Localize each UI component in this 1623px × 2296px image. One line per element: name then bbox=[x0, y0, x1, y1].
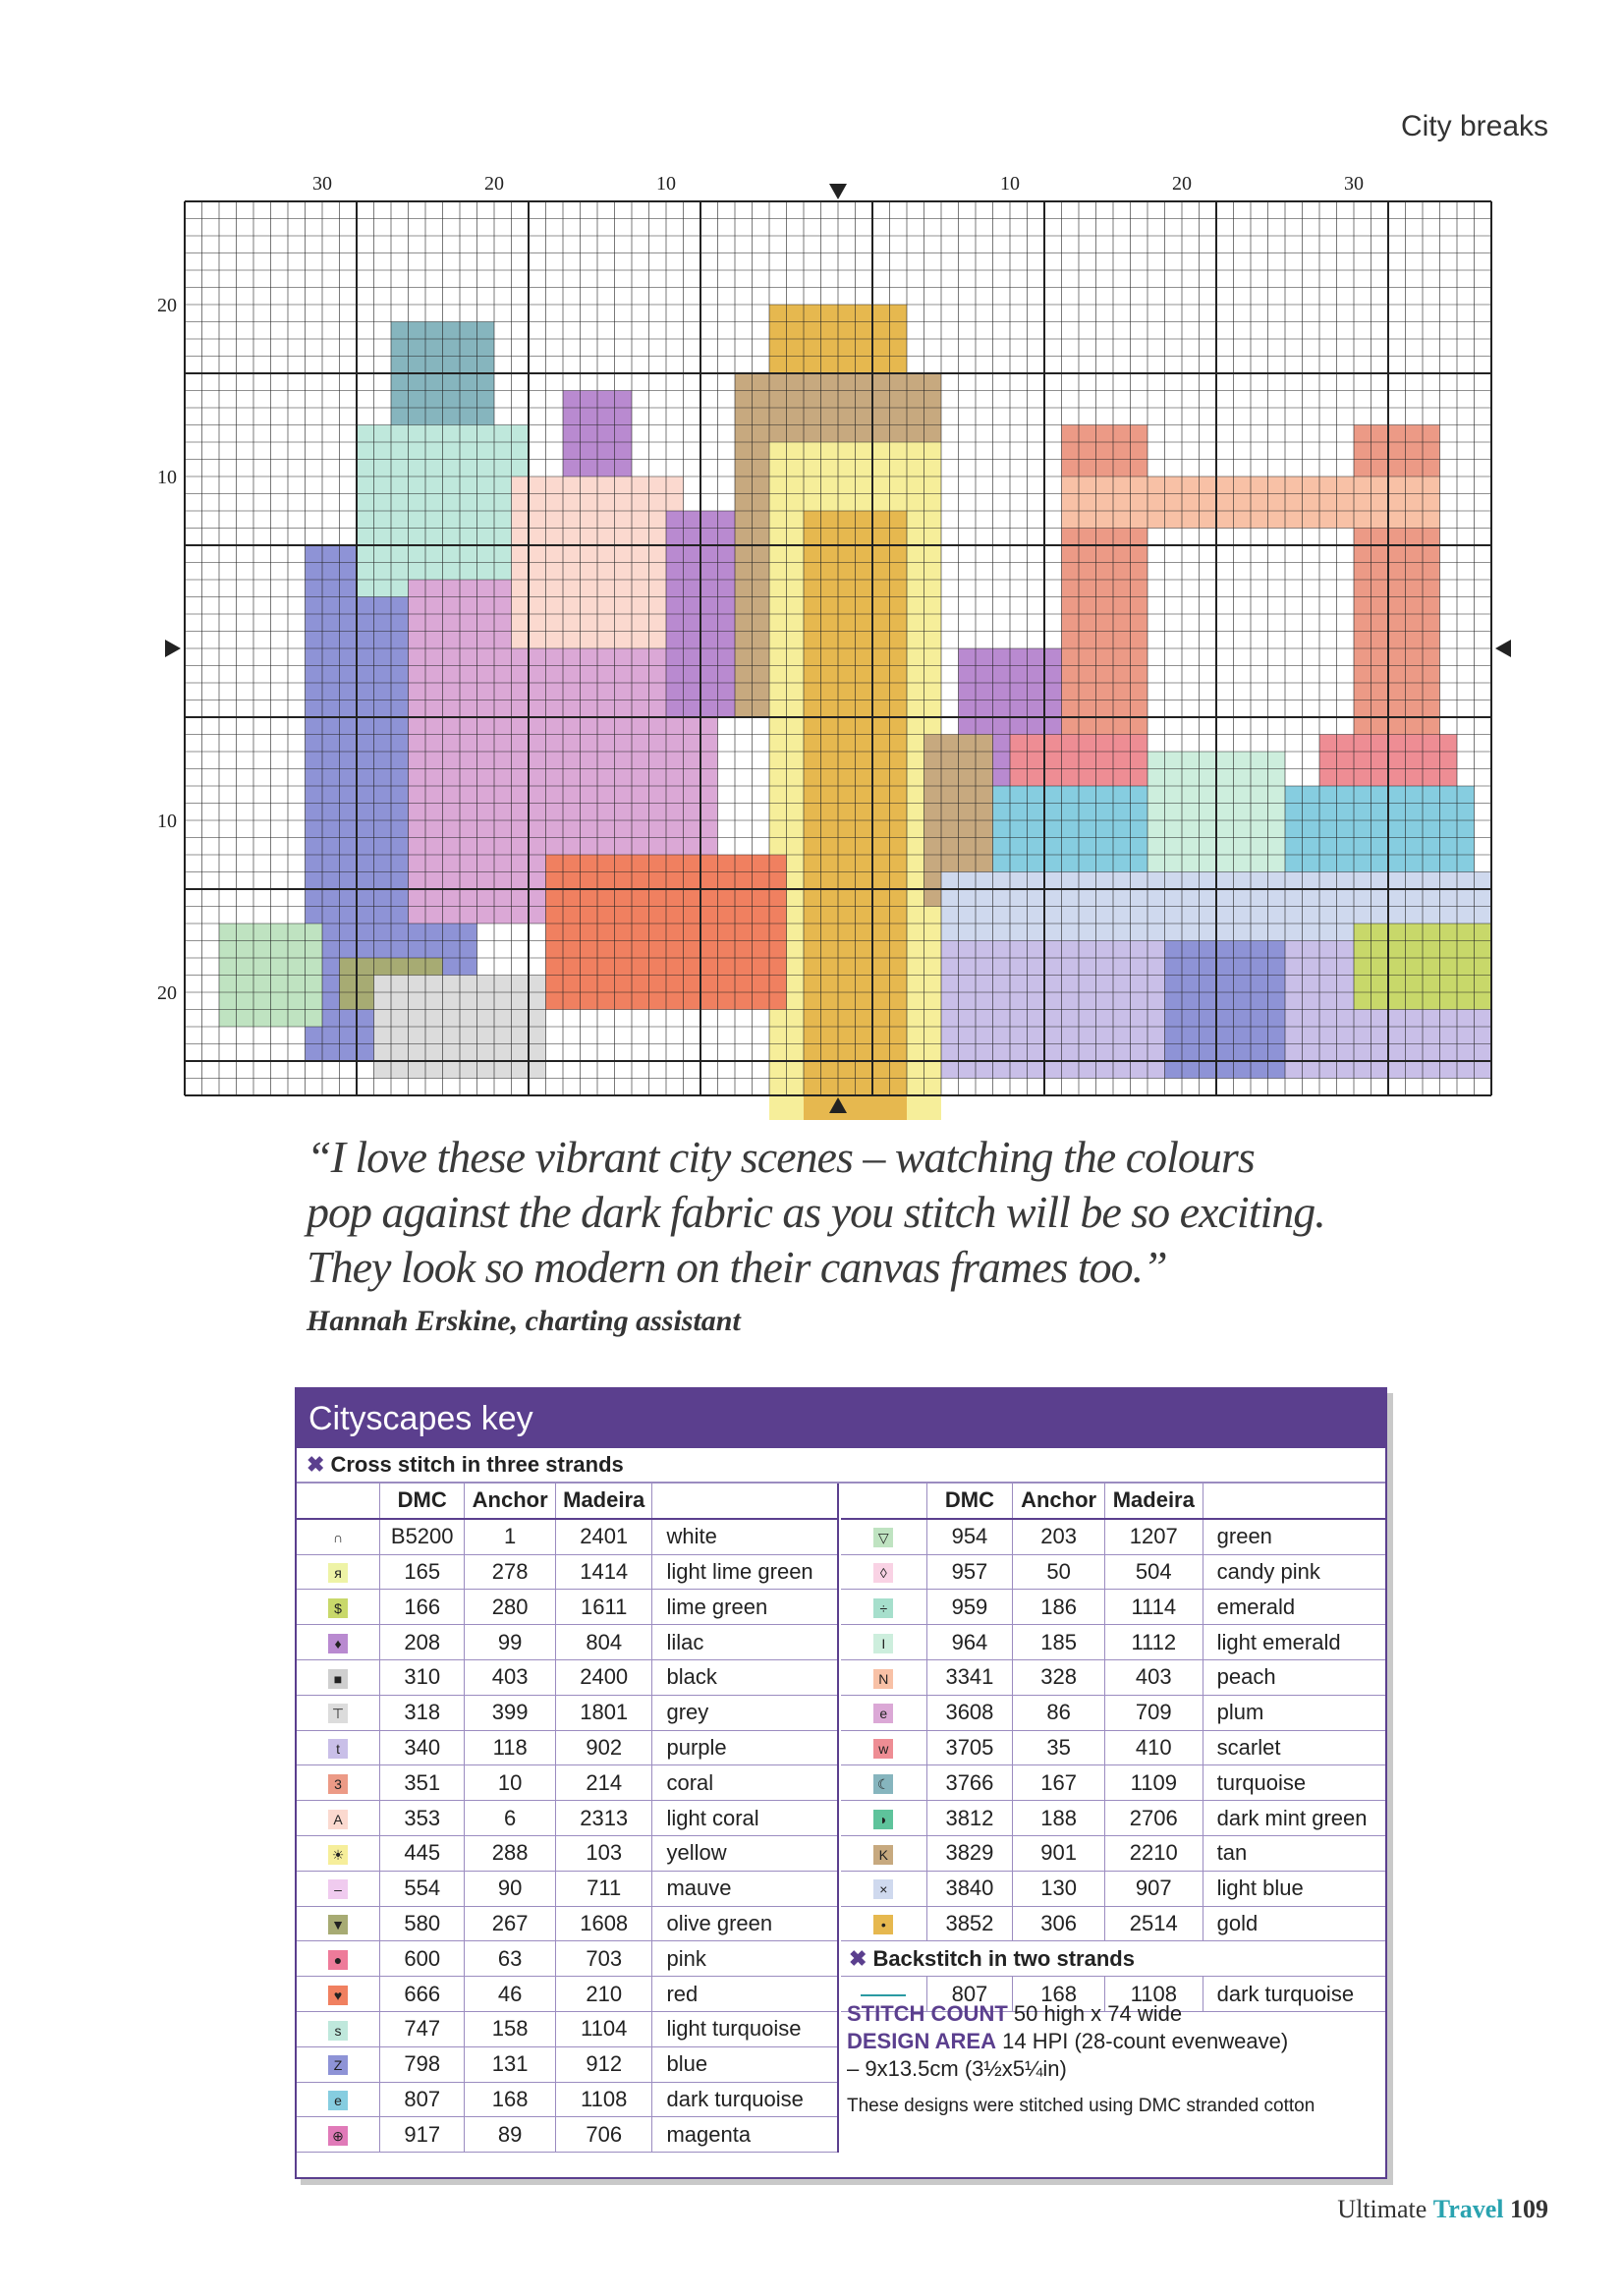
anchor-cell: 86 bbox=[1013, 1695, 1105, 1730]
design-info bbox=[847, 2000, 1377, 2120]
anchor-cell: 403 bbox=[465, 1659, 556, 1695]
color-swatch-icon: N bbox=[873, 1669, 893, 1689]
dmc-cell: 3705 bbox=[926, 1730, 1013, 1765]
madeira-cell: 2313 bbox=[555, 1801, 652, 1836]
madeira-cell: 1414 bbox=[555, 1554, 652, 1590]
symbol-cell bbox=[297, 2046, 380, 2082]
left-row bbox=[297, 1590, 838, 1625]
color-name-cell: pink bbox=[652, 1941, 838, 1977]
key-panel bbox=[295, 1387, 1387, 2179]
anchor-cell: 280 bbox=[465, 1590, 556, 1625]
madeira-cell: 907 bbox=[1104, 1871, 1203, 1906]
anchor-cell: 1 bbox=[465, 1519, 556, 1554]
thread-note: These designs were stitched using DMC stranded cotton bbox=[847, 2096, 1315, 2116]
top-tick-label: 30 bbox=[312, 173, 332, 195]
anchor-cell: 168 bbox=[465, 2082, 556, 2117]
anchor-cell: 89 bbox=[465, 2117, 556, 2153]
anchor-cell: 131 bbox=[465, 2046, 556, 2082]
symbol-cell bbox=[841, 1871, 926, 1906]
design-area-label: DESIGN AREA bbox=[847, 2029, 996, 2053]
color-name-cell: light blue bbox=[1203, 1871, 1385, 1906]
color-name-cell: coral bbox=[652, 1765, 838, 1801]
left-row bbox=[297, 2117, 838, 2153]
anchor-cell: 278 bbox=[465, 1554, 556, 1590]
dmc-cell: 3812 bbox=[926, 1801, 1013, 1836]
madeira-cell: 210 bbox=[555, 1977, 652, 2012]
left-row bbox=[297, 2046, 838, 2082]
backstitch-heading-cell bbox=[841, 1941, 1385, 1977]
left-row bbox=[297, 1625, 838, 1660]
top-tick-label: 10 bbox=[1000, 173, 1020, 195]
color-swatch-icon: K bbox=[873, 1845, 893, 1865]
right-row bbox=[841, 1730, 1385, 1765]
symbol-cell bbox=[841, 1554, 926, 1590]
dmc-cell: 964 bbox=[926, 1625, 1013, 1660]
color-swatch-icon: ▼ bbox=[328, 1915, 348, 1934]
left-row bbox=[297, 1554, 838, 1590]
symbol-cell bbox=[841, 1835, 926, 1871]
quote-line-2: pop against the dark fabric as you stitch will be so exciting. bbox=[307, 1187, 1325, 1237]
dmc-cell: 3829 bbox=[926, 1835, 1013, 1871]
section-heading: City breaks bbox=[1400, 110, 1548, 142]
cross-icon: ✖ bbox=[849, 1945, 867, 1971]
madeira-cell: 1104 bbox=[555, 2011, 652, 2046]
color-name-cell: magenta bbox=[652, 2117, 838, 2153]
left-row bbox=[297, 2082, 838, 2117]
color-name-cell: mauve bbox=[652, 1871, 838, 1906]
anchor-cell: 63 bbox=[465, 1941, 556, 1977]
dmc-cell: 807 bbox=[926, 1977, 1013, 2012]
color-name-cell: white bbox=[652, 1519, 838, 1554]
color-name-cell: candy pink bbox=[1203, 1554, 1385, 1590]
left-row bbox=[297, 1941, 838, 1977]
symbol-cell bbox=[297, 1801, 380, 1836]
color-name-cell: tan bbox=[1203, 1835, 1385, 1871]
symbol-cell bbox=[841, 1801, 926, 1836]
symbol-cell bbox=[297, 1625, 380, 1660]
color-name-cell: light lime green bbox=[652, 1554, 838, 1590]
name-header bbox=[1203, 1484, 1385, 1519]
madeira-cell: 1112 bbox=[1104, 1625, 1203, 1660]
left-row bbox=[297, 1695, 838, 1730]
dmc-cell: 917 bbox=[380, 2117, 465, 2153]
anchor-cell: 118 bbox=[465, 1730, 556, 1765]
dmc-cell: 600 bbox=[380, 1941, 465, 1977]
color-swatch-icon: e bbox=[328, 2091, 348, 2110]
madeira-cell: 2210 bbox=[1104, 1835, 1203, 1871]
symbol-cell bbox=[297, 1519, 380, 1554]
dmc-cell: 353 bbox=[380, 1801, 465, 1836]
anchor-cell: 50 bbox=[1013, 1554, 1105, 1590]
symbol-cell bbox=[841, 1625, 926, 1660]
color-swatch-icon: ⊤ bbox=[328, 1704, 348, 1723]
dmc-cell: 954 bbox=[926, 1519, 1013, 1554]
anchor-cell: 6 bbox=[465, 1801, 556, 1836]
key-title: Cityscapes key bbox=[297, 1389, 1385, 1448]
anchor-cell: 399 bbox=[465, 1695, 556, 1730]
anchor-cell: 158 bbox=[465, 2011, 556, 2046]
color-swatch-icon: $ bbox=[328, 1598, 348, 1618]
backstitch-heading-text: Backstitch in two strands bbox=[872, 1945, 1135, 1971]
madeira-cell: 1114 bbox=[1104, 1590, 1203, 1625]
symbol-cell bbox=[841, 1906, 926, 1941]
name-header bbox=[652, 1484, 838, 1519]
anchor-cell: 267 bbox=[465, 1906, 556, 1941]
anchor-cell: 188 bbox=[1013, 1801, 1105, 1836]
color-name-cell: dark turquoise bbox=[1203, 1977, 1385, 2012]
quote-author: Hannah Erskine, charting assistant bbox=[307, 1305, 741, 1337]
anchor-cell: 46 bbox=[465, 1977, 556, 2012]
color-swatch-icon: Z bbox=[328, 2055, 348, 2075]
left-row bbox=[297, 1659, 838, 1695]
color-name-cell: light emerald bbox=[1203, 1625, 1385, 1660]
center-arrow-top-icon bbox=[829, 184, 847, 199]
right-row bbox=[841, 1554, 1385, 1590]
backstitch-heading bbox=[841, 1941, 1385, 1977]
madeira-cell: 403 bbox=[1104, 1659, 1203, 1695]
color-name-cell: dark turquoise bbox=[652, 2082, 838, 2117]
quote-line-1: “I love these vibrant city scenes – watching the colours bbox=[307, 1132, 1255, 1182]
color-swatch-icon: 3 bbox=[328, 1774, 348, 1794]
color-name-cell: grey bbox=[652, 1695, 838, 1730]
symbol-cell bbox=[297, 1941, 380, 1977]
left-row bbox=[297, 1871, 838, 1906]
madeira-cell: 2514 bbox=[1104, 1906, 1203, 1941]
symbol-cell bbox=[297, 1554, 380, 1590]
dmc-cell: B5200 bbox=[380, 1519, 465, 1554]
symbol-cell bbox=[841, 1765, 926, 1801]
dmc-cell: 165 bbox=[380, 1554, 465, 1590]
quote-line-3: They look so modern on their canvas frames too.” bbox=[307, 1242, 1167, 1292]
color-swatch-icon: t bbox=[328, 1739, 348, 1759]
magazine-accent: Travel bbox=[1432, 2195, 1504, 2223]
dmc-cell: 340 bbox=[380, 1730, 465, 1765]
symbol-cell bbox=[297, 2082, 380, 2117]
dmc-cell: 580 bbox=[380, 1906, 465, 1941]
right-row bbox=[841, 1625, 1385, 1660]
top-tick-label: 10 bbox=[656, 173, 676, 195]
color-swatch-icon: ♥ bbox=[328, 1986, 348, 2005]
madeira-cell: 1611 bbox=[555, 1590, 652, 1625]
center-arrow-left-icon bbox=[165, 640, 181, 657]
madeira-cell: 1108 bbox=[1104, 1977, 1203, 2012]
color-name-cell: lime green bbox=[652, 1590, 838, 1625]
symbol-header bbox=[297, 1484, 380, 1519]
symbol-cell bbox=[297, 1730, 380, 1765]
color-name-cell: dark mint green bbox=[1203, 1801, 1385, 1836]
dmc-cell: 3341 bbox=[926, 1659, 1013, 1695]
color-name-cell: scarlet bbox=[1203, 1730, 1385, 1765]
cross-stitch-heading bbox=[297, 1448, 1385, 1484]
madeira-cell: 1801 bbox=[555, 1695, 652, 1730]
anchor-header: Anchor bbox=[1013, 1484, 1105, 1519]
madeira-cell: 912 bbox=[555, 2046, 652, 2082]
stitch-count bbox=[847, 2000, 1377, 2028]
color-swatch-icon: ☾ bbox=[873, 1774, 893, 1794]
symbol-cell bbox=[297, 1695, 380, 1730]
dmc-cell: 318 bbox=[380, 1695, 465, 1730]
anchor-cell: 203 bbox=[1013, 1519, 1105, 1554]
cross-icon: ✖ bbox=[307, 1452, 325, 1477]
color-name-cell: purple bbox=[652, 1730, 838, 1765]
madeira-cell: 711 bbox=[555, 1871, 652, 1906]
dmc-cell: 445 bbox=[380, 1835, 465, 1871]
symbol-cell bbox=[297, 1835, 380, 1871]
right-row bbox=[841, 1871, 1385, 1906]
color-name-cell: lilac bbox=[652, 1625, 838, 1660]
right-row bbox=[841, 1519, 1385, 1554]
anchor-cell: 288 bbox=[465, 1835, 556, 1871]
color-swatch-icon: w bbox=[873, 1739, 893, 1759]
side-tick-label: 10 bbox=[157, 467, 177, 488]
madeira-cell: 902 bbox=[555, 1730, 652, 1765]
right-row bbox=[841, 1695, 1385, 1730]
symbol-cell bbox=[841, 1519, 926, 1554]
anchor-header: Anchor bbox=[465, 1484, 556, 1519]
madeira-cell: 103 bbox=[555, 1835, 652, 1871]
dmc-cell: 807 bbox=[380, 2082, 465, 2117]
top-tick-label: 20 bbox=[1172, 173, 1192, 195]
color-name-cell: gold bbox=[1203, 1906, 1385, 1941]
cross-stitch-heading-text: Cross stitch in three strands bbox=[330, 1452, 624, 1477]
design-area-value: 14 HPI (28-count evenweave) bbox=[1002, 2029, 1289, 2053]
symbol-cell bbox=[297, 1906, 380, 1941]
dmc-cell: 554 bbox=[380, 1871, 465, 1906]
color-swatch-icon: я bbox=[328, 1563, 348, 1583]
madeira-cell: 214 bbox=[555, 1765, 652, 1801]
symbol-cell bbox=[297, 1590, 380, 1625]
color-name-cell: plum bbox=[1203, 1695, 1385, 1730]
dmc-cell: 798 bbox=[380, 2046, 465, 2082]
madeira-cell: 709 bbox=[1104, 1695, 1203, 1730]
dmc-cell: 310 bbox=[380, 1659, 465, 1695]
color-name-cell: green bbox=[1203, 1519, 1385, 1554]
color-swatch-icon: ∩ bbox=[328, 1528, 348, 1547]
color-name-cell: light coral bbox=[652, 1801, 838, 1836]
dmc-cell: 351 bbox=[380, 1765, 465, 1801]
dmc-cell: 959 bbox=[926, 1590, 1013, 1625]
cross-stitch-chart bbox=[147, 167, 1523, 1120]
left-row bbox=[297, 1730, 838, 1765]
madeira-cell: 706 bbox=[555, 2117, 652, 2153]
right-row bbox=[841, 1659, 1385, 1695]
key-table-right bbox=[841, 1484, 1385, 2012]
top-tick-label: 20 bbox=[484, 173, 504, 195]
anchor-cell: 306 bbox=[1013, 1906, 1105, 1941]
color-swatch-icon: ● bbox=[328, 1950, 348, 1970]
anchor-cell: 186 bbox=[1013, 1590, 1105, 1625]
color-name-cell: yellow bbox=[652, 1835, 838, 1871]
dmc-cell: 3608 bbox=[926, 1695, 1013, 1730]
pull-quote bbox=[307, 1130, 1436, 1295]
symbol-cell bbox=[841, 1695, 926, 1730]
anchor-cell: 328 bbox=[1013, 1659, 1105, 1695]
side-tick-label: 20 bbox=[157, 295, 177, 316]
symbol-cell bbox=[297, 1765, 380, 1801]
dmc-header: DMC bbox=[926, 1484, 1013, 1519]
left-row bbox=[297, 1519, 838, 1554]
madeira-cell: 410 bbox=[1104, 1730, 1203, 1765]
anchor-cell: 168 bbox=[1013, 1977, 1105, 2012]
color-swatch-icon: e bbox=[873, 1704, 893, 1723]
anchor-cell: 99 bbox=[465, 1625, 556, 1660]
backstitch-line-icon bbox=[861, 1994, 906, 1996]
symbol-cell bbox=[297, 1977, 380, 2012]
symbol-cell bbox=[297, 2011, 380, 2046]
color-swatch-icon: s bbox=[328, 2021, 348, 2041]
anchor-cell: 901 bbox=[1013, 1835, 1105, 1871]
left-row bbox=[297, 1977, 838, 2012]
color-name-cell: turquoise bbox=[1203, 1765, 1385, 1801]
color-swatch-icon: I bbox=[873, 1634, 893, 1653]
color-name-cell: light turquoise bbox=[652, 2011, 838, 2046]
madeira-cell: 1108 bbox=[555, 2082, 652, 2117]
color-swatch-icon: • bbox=[873, 1915, 893, 1934]
right-row bbox=[841, 1765, 1385, 1801]
symbol-cell bbox=[297, 2117, 380, 2153]
dmc-cell: 208 bbox=[380, 1625, 465, 1660]
color-swatch-icon: ☀ bbox=[328, 1845, 348, 1865]
anchor-cell: 185 bbox=[1013, 1625, 1105, 1660]
madeira-cell: 2706 bbox=[1104, 1801, 1203, 1836]
dmc-cell: 3840 bbox=[926, 1871, 1013, 1906]
color-swatch-icon: ■ bbox=[328, 1669, 348, 1689]
madeira-cell: 1109 bbox=[1104, 1765, 1203, 1801]
left-row bbox=[297, 1765, 838, 1801]
top-tick-label: 30 bbox=[1344, 173, 1364, 195]
page-footer bbox=[1337, 2195, 1548, 2224]
right-row bbox=[841, 1835, 1385, 1871]
left-row bbox=[297, 1906, 838, 1941]
color-name-cell: olive green bbox=[652, 1906, 838, 1941]
madeira-cell: 703 bbox=[555, 1941, 652, 1977]
color-swatch-icon: ÷ bbox=[873, 1598, 893, 1618]
right-row bbox=[841, 1590, 1385, 1625]
madeira-cell: 804 bbox=[555, 1625, 652, 1660]
color-swatch-icon: ◊ bbox=[873, 1563, 893, 1583]
dmc-cell: 666 bbox=[380, 1977, 465, 2012]
anchor-cell: 130 bbox=[1013, 1871, 1105, 1906]
left-row bbox=[297, 1835, 838, 1871]
right-row bbox=[841, 1801, 1385, 1836]
side-tick-label: 10 bbox=[157, 811, 177, 832]
dmc-cell: 3766 bbox=[926, 1765, 1013, 1801]
symbol-cell bbox=[841, 1730, 926, 1765]
dmc-cell: 957 bbox=[926, 1554, 1013, 1590]
left-row bbox=[297, 1801, 838, 1836]
symbol-cell bbox=[841, 1659, 926, 1695]
design-size: – 9x13.5cm (3½x5¼in) bbox=[847, 2056, 1067, 2081]
dmc-cell: 3852 bbox=[926, 1906, 1013, 1941]
chart-grid bbox=[147, 167, 1523, 1120]
color-name-cell: blue bbox=[652, 2046, 838, 2082]
madeira-header: Madeira bbox=[555, 1484, 652, 1519]
page-number: 109 bbox=[1510, 2195, 1548, 2223]
color-name-cell: black bbox=[652, 1659, 838, 1695]
color-swatch-icon: ⊕ bbox=[328, 2126, 348, 2146]
key-table-left bbox=[297, 1484, 839, 2153]
color-swatch-icon: A bbox=[328, 1810, 348, 1829]
symbol-cell bbox=[841, 1590, 926, 1625]
color-name-cell: emerald bbox=[1203, 1590, 1385, 1625]
symbol-header bbox=[841, 1484, 926, 1519]
color-name-cell: red bbox=[652, 1977, 838, 2012]
anchor-cell: 10 bbox=[465, 1765, 556, 1801]
madeira-cell: 2400 bbox=[555, 1659, 652, 1695]
anchor-cell: 167 bbox=[1013, 1765, 1105, 1801]
madeira-cell: 504 bbox=[1104, 1554, 1203, 1590]
center-arrow-right-icon bbox=[1495, 640, 1511, 657]
symbol-cell bbox=[297, 1871, 380, 1906]
color-swatch-icon: ◗ bbox=[873, 1810, 893, 1829]
left-row bbox=[297, 2011, 838, 2046]
right-row bbox=[841, 1906, 1385, 1941]
stitch-count-label: STITCH COUNT bbox=[847, 2001, 1008, 2026]
color-swatch-icon: ▽ bbox=[873, 1528, 893, 1547]
color-swatch-icon: – bbox=[328, 1879, 348, 1899]
color-swatch-icon: ♦ bbox=[328, 1634, 348, 1653]
madeira-cell: 2401 bbox=[555, 1519, 652, 1554]
anchor-cell: 90 bbox=[465, 1871, 556, 1906]
madeira-cell: 1608 bbox=[555, 1906, 652, 1941]
design-area bbox=[847, 2028, 1377, 2055]
color-name-cell: peach bbox=[1203, 1659, 1385, 1695]
side-tick-label: 20 bbox=[157, 982, 177, 1004]
stitch-count-value: 50 high x 74 wide bbox=[1013, 2001, 1183, 2026]
madeira-cell: 1207 bbox=[1104, 1519, 1203, 1554]
dmc-cell: 747 bbox=[380, 2011, 465, 2046]
symbol-cell bbox=[297, 1659, 380, 1695]
dmc-header: DMC bbox=[380, 1484, 465, 1519]
madeira-header: Madeira bbox=[1104, 1484, 1203, 1519]
color-swatch-icon: × bbox=[873, 1879, 893, 1899]
anchor-cell: 35 bbox=[1013, 1730, 1105, 1765]
magazine-name: Ultimate bbox=[1337, 2195, 1427, 2223]
dmc-cell: 166 bbox=[380, 1590, 465, 1625]
